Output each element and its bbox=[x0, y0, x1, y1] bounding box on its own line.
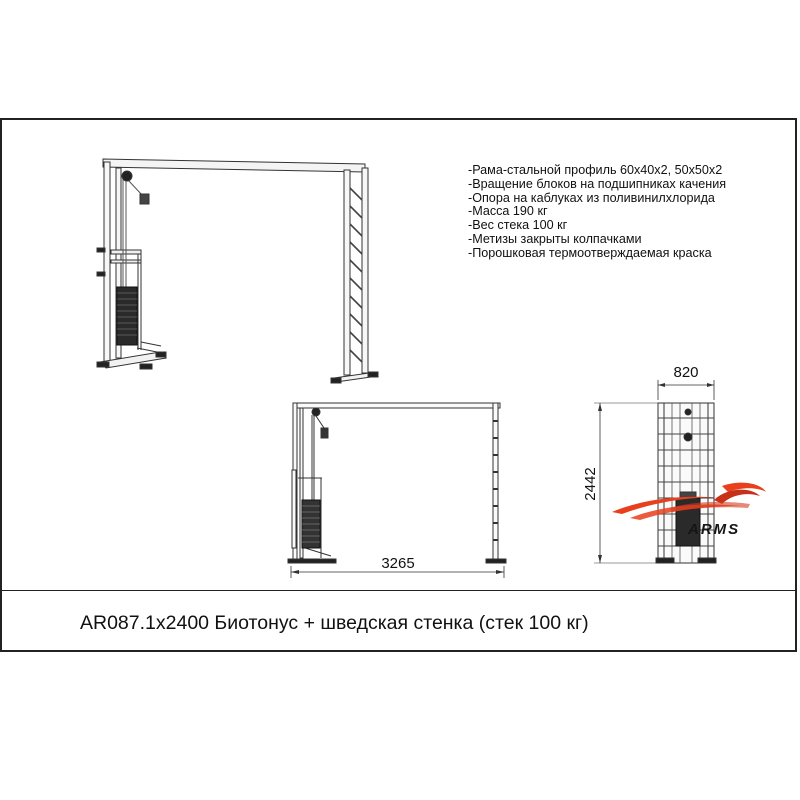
dimension-depth: 820 bbox=[673, 364, 699, 381]
spec-item: -Вес стека 100 кг bbox=[468, 218, 568, 233]
drawing-title: AR087.1х2400 Биотонус + шведская стенка (стек 100 кг) bbox=[80, 612, 589, 634]
title-divider bbox=[2, 590, 795, 591]
brand-wordmark: ARMS bbox=[688, 521, 741, 538]
spec-item: -Опора на каблуках из поливинилхлорида bbox=[468, 190, 715, 205]
dimension-height: 2442 bbox=[582, 467, 599, 501]
logo-swoosh bbox=[612, 483, 766, 520]
spec-item: -Метизы закрыты колпачками bbox=[468, 231, 642, 246]
spec-item: -Вращение блоков на подшипниках качения bbox=[468, 176, 727, 191]
front-view bbox=[288, 403, 506, 578]
spec-item: -Масса 190 кг bbox=[468, 204, 548, 219]
dimension-width: 3265 bbox=[381, 555, 415, 572]
isometric-view bbox=[97, 159, 378, 383]
spec-item: -Порошковая термоотверждаемая краска bbox=[468, 245, 712, 260]
spec-item: -Рама-стальной профиль 60х40х2, 50х50х2 bbox=[468, 163, 723, 177]
